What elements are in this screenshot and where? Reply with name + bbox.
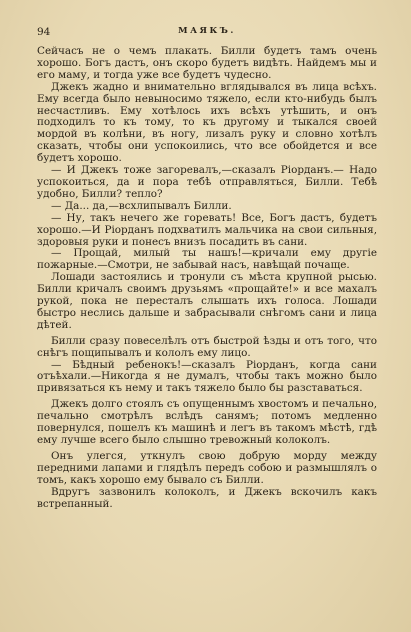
paragraph: Вдругъ зазвонилъ колоколъ, и Джекъ вскочилъ какъ встрепанный. bbox=[37, 485, 377, 510]
paragraph: — И Джекъ тоже загоревалъ,—сказалъ Ріорданъ.— Надо успокоиться, да и пора тебѣ отправляться, Билли. Тебѣ удобно, Билли? тепло? bbox=[37, 164, 377, 200]
paragraph: — Бѣдный ребенокъ!—сказалъ Ріорданъ, когда сани отъѣхали.—Никогда я не думалъ, чтобы такъ можно было привязаться къ нему и такъ тяжело было бы разставаться. bbox=[37, 358, 377, 395]
page-header bbox=[37, 26, 377, 40]
paragraph: — Прощай, милый ты нашъ!—кричали ему другіе пожарные.—Смотри, не забывай насъ, навѣщай почаще. bbox=[37, 247, 377, 272]
paragraph: Джекъ долго стоялъ съ опущеннымъ хвостомъ и печально, печально смотрѣлъ вслѣдъ санямъ; потомъ медленно повернулся, пошелъ къ машинѣ и легъ въ такомъ мѣстѣ, гдѣ ему лучше всего было слышно тревожный колоколъ. bbox=[37, 398, 377, 446]
running-title: МАЯКЪ. bbox=[178, 26, 236, 36]
paragraph: Сейчасъ не о чемъ плакать. Билли будетъ тамъ очень хорошо. Богъ дастъ, онъ скоро будетъ видѣть. Найдемъ мы и его маму, и тогда уже все будетъ чудесно. bbox=[37, 45, 377, 81]
paragraph: Билли сразу повеселѣлъ отъ быстрой ѣзды и отъ того, что снѣгъ пощипывалъ и кололъ ему лицо. bbox=[37, 334, 377, 359]
page-number: 94 bbox=[37, 26, 51, 38]
paragraph: Онъ улегся, уткнулъ свою добрую морду между передними лапами и глядѣлъ передъ собою и размышлялъ о томъ, какъ хорошо ему бывало съ Билли. bbox=[37, 449, 377, 486]
paragraph: — Ну, такъ нечего же горевать! Все, Богъ дастъ, будетъ хорошо.—И Ріорданъ подхватилъ мальчика на свои сильныя, здоровыя руки и понесъ внизъ посадить въ сани. bbox=[37, 211, 377, 248]
paragraph: Лошади застоялись и тронули съ мѣста крупной рысью. Билли кричалъ своимъ друзьямъ «прощайте!» и все махалъ рукой, пока не пересталъ слышать ихъ голоса. Лошади быстро неслись дальше и забрасывали снѣгомъ сани и лица дѣтей. bbox=[37, 271, 377, 331]
paragraph: — Да... да,—всхлипывалъ Билли. bbox=[51, 199, 232, 212]
paragraph: Джекъ жадно и внимательно вглядывался въ лица всѣхъ. Ему всегда было невыносимо тяжело, если кто-нибудь былъ несчастливъ. Ему хотѣлось ихъ всѣхъ утѣшить, и онъ подходилъ то къ тому, то къ другому и тыкался своей мордой въ колѣни, въ ногу, лизалъ руку и словно хотѣлъ сказать, чтобы они успокоились, что все обойдется и все будетъ хорошо. bbox=[37, 80, 377, 165]
body-text bbox=[37, 46, 377, 510]
